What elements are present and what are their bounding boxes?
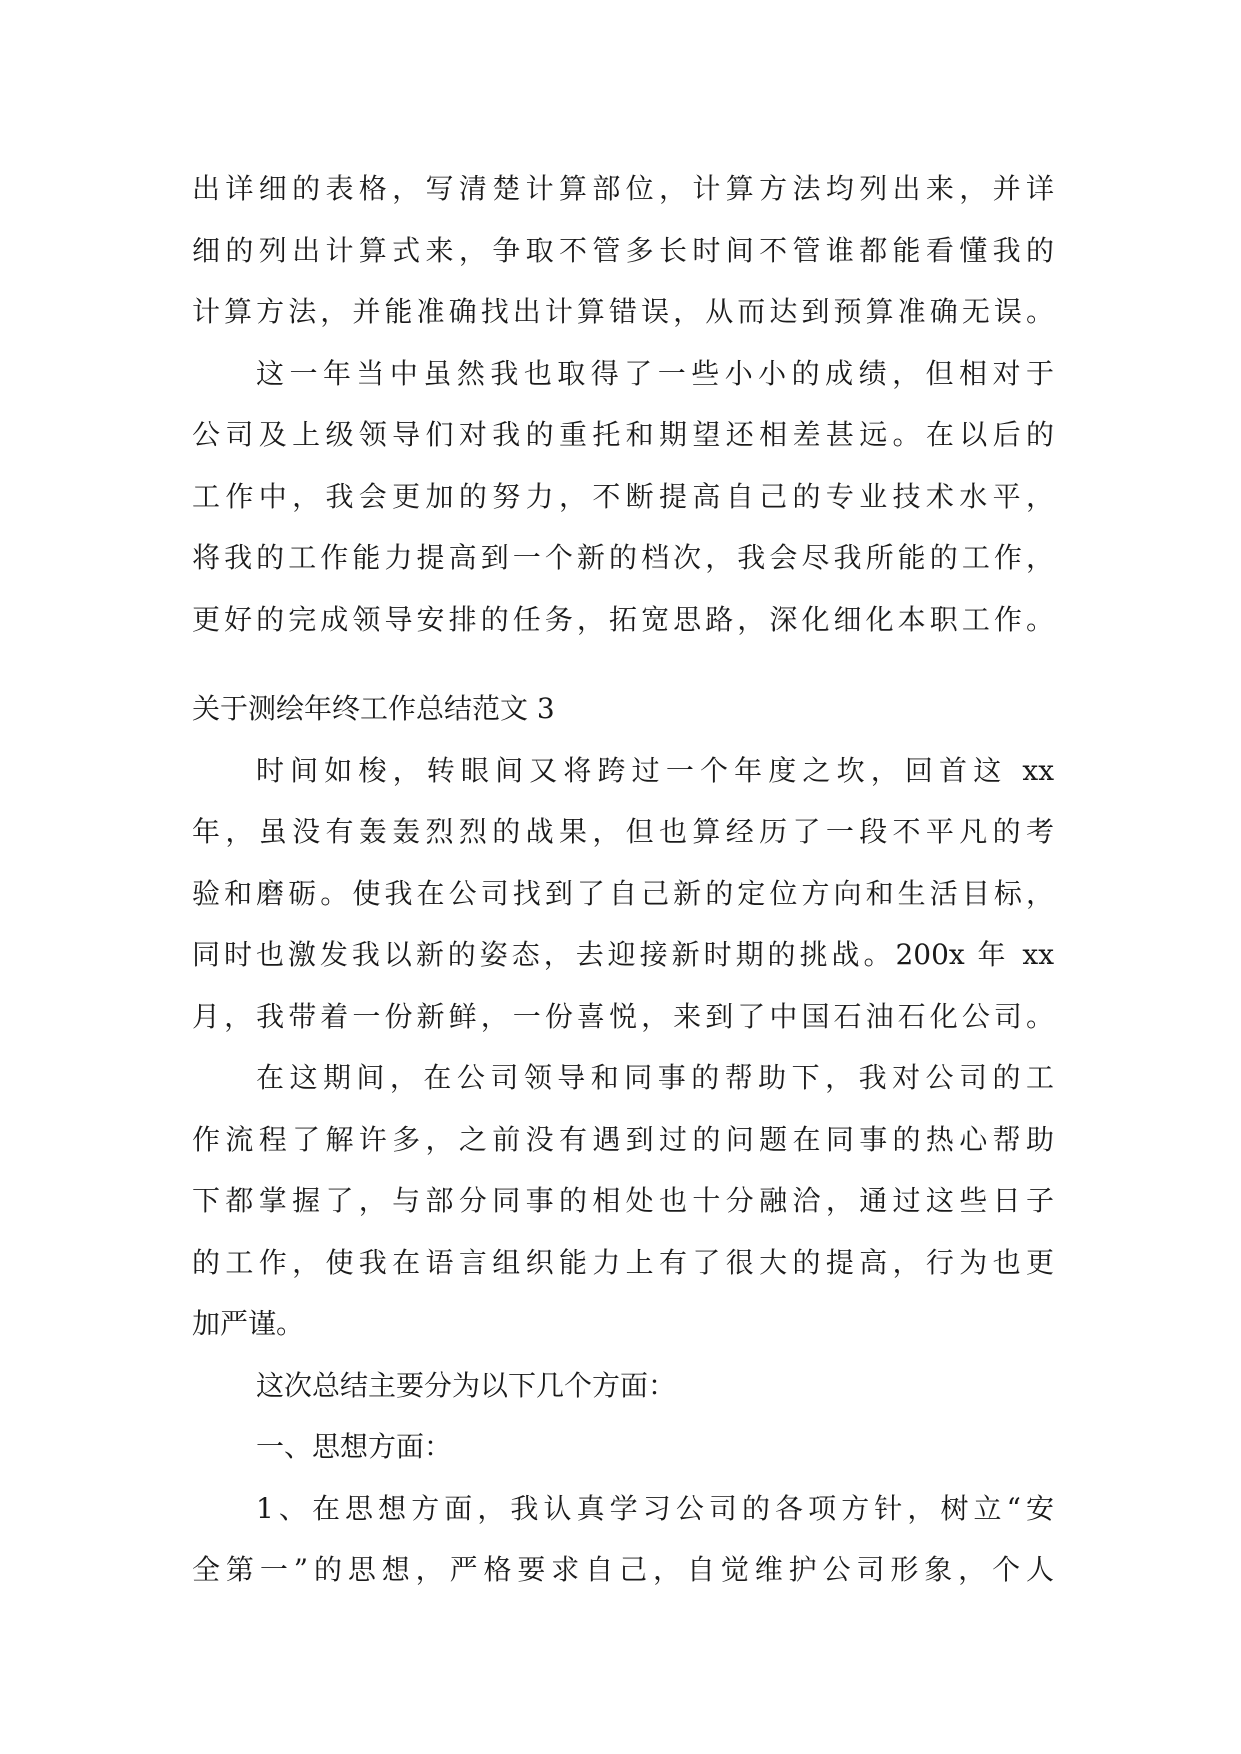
- document-page: [192, 158, 1054, 1601]
- text-line: 出详细的表格，写清楚计算部位，计算方法均列出来，并详: [192, 172, 1054, 205]
- paragraph-calculation-method: [192, 158, 1054, 343]
- text-line: 下都掌握了，与部分同事的相处也十分融洽，通过这些日子: [192, 1184, 1054, 1217]
- heading-ideology: 一、思想方面：: [256, 1430, 453, 1463]
- text-line: 加严谨。: [192, 1307, 305, 1340]
- paragraph-year-review: [192, 740, 1054, 1048]
- text-line: 全第一”的思想，严格要求自己，自觉维护公司形象，个人: [192, 1553, 1054, 1586]
- paragraph-colleague-help: [192, 1047, 1054, 1355]
- text-line: 验和磨砺。使我在公司找到了自己新的定位方向和生活目标，: [192, 876, 1054, 910]
- paragraph-ideology-point-1: [192, 1478, 1054, 1601]
- text-line: 细的列出计算式来，争取不管多长时间不管谁都能看懂我的: [192, 233, 1054, 267]
- text-line: 作流程了解许多，之前没有遇到过的问题在同事的热心帮助: [192, 1122, 1054, 1156]
- text-line: 这一年当中虽然我也取得了一些小小的成绩，但相对于: [256, 356, 1054, 390]
- section-title: 关于测绘年终工作总结范文 3: [192, 692, 555, 725]
- text-line: 计算方法，并能准确找出计算错误，从而达到预算准确无误。: [192, 295, 1054, 328]
- summary-intro: 这次总结主要分为以下几个方面：: [256, 1368, 677, 1402]
- text-line: 工作中，我会更加的努力，不断提高自己的专业技术水平，: [192, 479, 1054, 513]
- text-line: 时间如梭，转眼间又将跨过一个年度之坎，回首这 xx: [256, 753, 1054, 787]
- text-line: 更好的完成领导安排的任务，拓宽思路，深化细化本职工作。: [192, 602, 1054, 636]
- text-line: 公司及上级领导们对我的重托和期望还相差甚远。在以后的: [192, 418, 1054, 451]
- text-line: 将我的工作能力提高到一个新的档次，我会尽我所能的工作，: [192, 541, 1054, 574]
- text-line: 1、在思想方面，我认真学习公司的各项方针，树立“安: [256, 1491, 1054, 1525]
- paragraph-future-plans: [192, 343, 1054, 651]
- text-line: 在这期间，在公司领导和同事的帮助下，我对公司的工: [256, 1061, 1054, 1094]
- text-line: 月，我带着一份新鲜，一份喜悦，来到了中国石油石化公司。: [192, 999, 1054, 1033]
- text-line: 同时也激发我以新的姿态，去迎接新时期的挑战。200x 年 xx: [192, 938, 1054, 971]
- text-line: 年，虽没有轰轰烈烈的战果，但也算经历了一段不平凡的考: [192, 815, 1054, 848]
- text-line: 的工作，使我在语言组织能力上有了很大的提高，行为也更: [192, 1245, 1054, 1279]
